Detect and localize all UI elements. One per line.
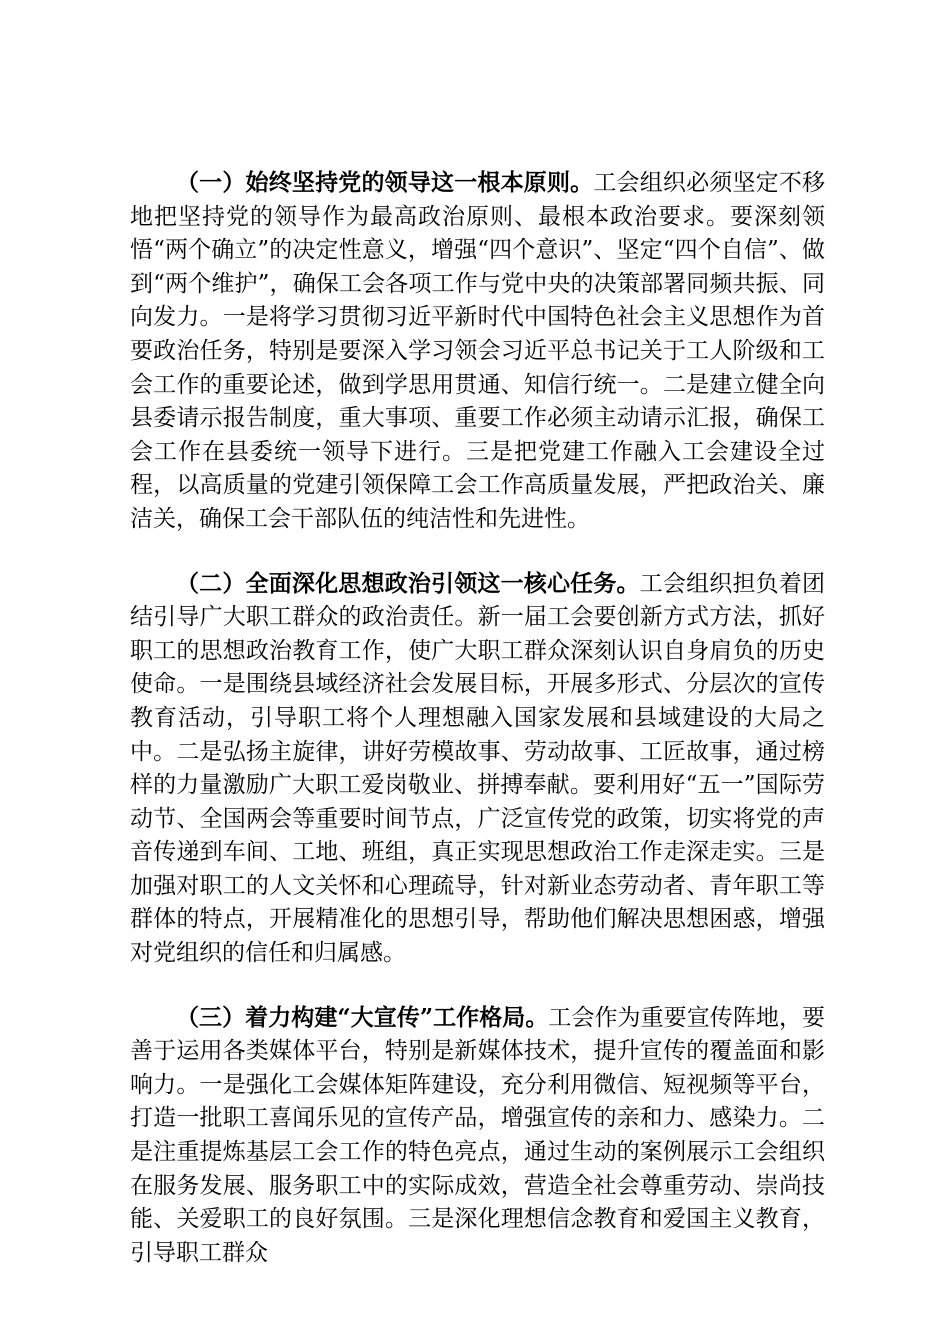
paragraph-3 (130, 1001, 825, 1271)
document-body (130, 166, 825, 1270)
paragraph-1-text: 工会组织必须坚定不移地把坚持党的领导作为最高政治原则、最根本政治要求。要深刻领悟“两个确立”的决定性意义，增强“四个意识”、坚定“四个自信”、做到“两个维护”，确保工会各项工作与党中央的决策部署同频共振、同向发力。一是将学习贯彻习近平新时代中国特色社会主义思想作为首要政治任务，特别是要深入学习领会习近平总书记关于工人阶级和工会工作的重要论述，做到学思用贯通、知信行统一。二是建立健全向县委请示报告制度，重大事项、重要工作必须主动请示汇报，确保工会工作在县委统一领导下进行。三是把党建工作融入工会建设全过程，以高质量的党建引领保障工会工作高质量发展，严把政治关、廉洁关，确保工会干部队伍的纯洁性和先进性。 (130, 170, 826, 532)
paragraph-3-heading: （三）着力构建“大宣传”工作格局。 (176, 1003, 549, 1031)
paragraph-1-heading: （一）始终坚持党的领导这一根本原则。 (176, 169, 594, 196)
paragraph-2-heading: （二）全面深化思想政治引领这一核心任务。 (176, 569, 640, 597)
paragraph-2-text: 工会组织担负着团结引导广大职工群众的政治责任。新一届工会要创新方式方法，抓好职工的思想政治教育工作，使广大职工群众深刻认识自身肩负的历史使命。一是围绕县域经济社会发展目标，开展多形式、分层次的宣传教育活动，引导职工将个人理想融入国家发展和县域建设的大局之中。二是弘扬主旋律，讲好劳模故事、劳动故事、工匠故事，通过榜样的力量激励广大职工爱岗敬业、拼搏奉献。要利用好“五一”国际劳动节、全国两会等重要时间节点，广泛宣传党的政策，切实将党的声音传递到车间、工地、班组，真正实现思想政治工作走深走实。三是加强对职工的人文关怀和心理疏导，针对新业态劳动者、青年职工等群体的特点，开展精准化的思想引导，帮助他们解决思想困惑，增强对党组织的信任和归属感。 (130, 570, 826, 967)
paragraph-3-text: 工会作为重要宣传阵地，要善于运用各类媒体平台，特别是新媒体技术，提升宣传的覆盖面和影响力。一是强化工会媒体矩阵建设，充分利用微信、短视频等平台，打造一批职工喜闻乐见的宣传产品，增强宣传的亲和力、感染力。二是注重提炼基层工会工作的特色亮点，通过生动的案例展示工会组织在服务发展、服务职工中的实际成效，营造全社会尊重劳动、崇尚技能、关爱职工的良好氛围。三是深化理想信念教育和爱国主义教育，引导职工群众 (130, 1004, 825, 1266)
paragraph-1 (130, 166, 825, 537)
paragraph-2 (130, 567, 825, 971)
